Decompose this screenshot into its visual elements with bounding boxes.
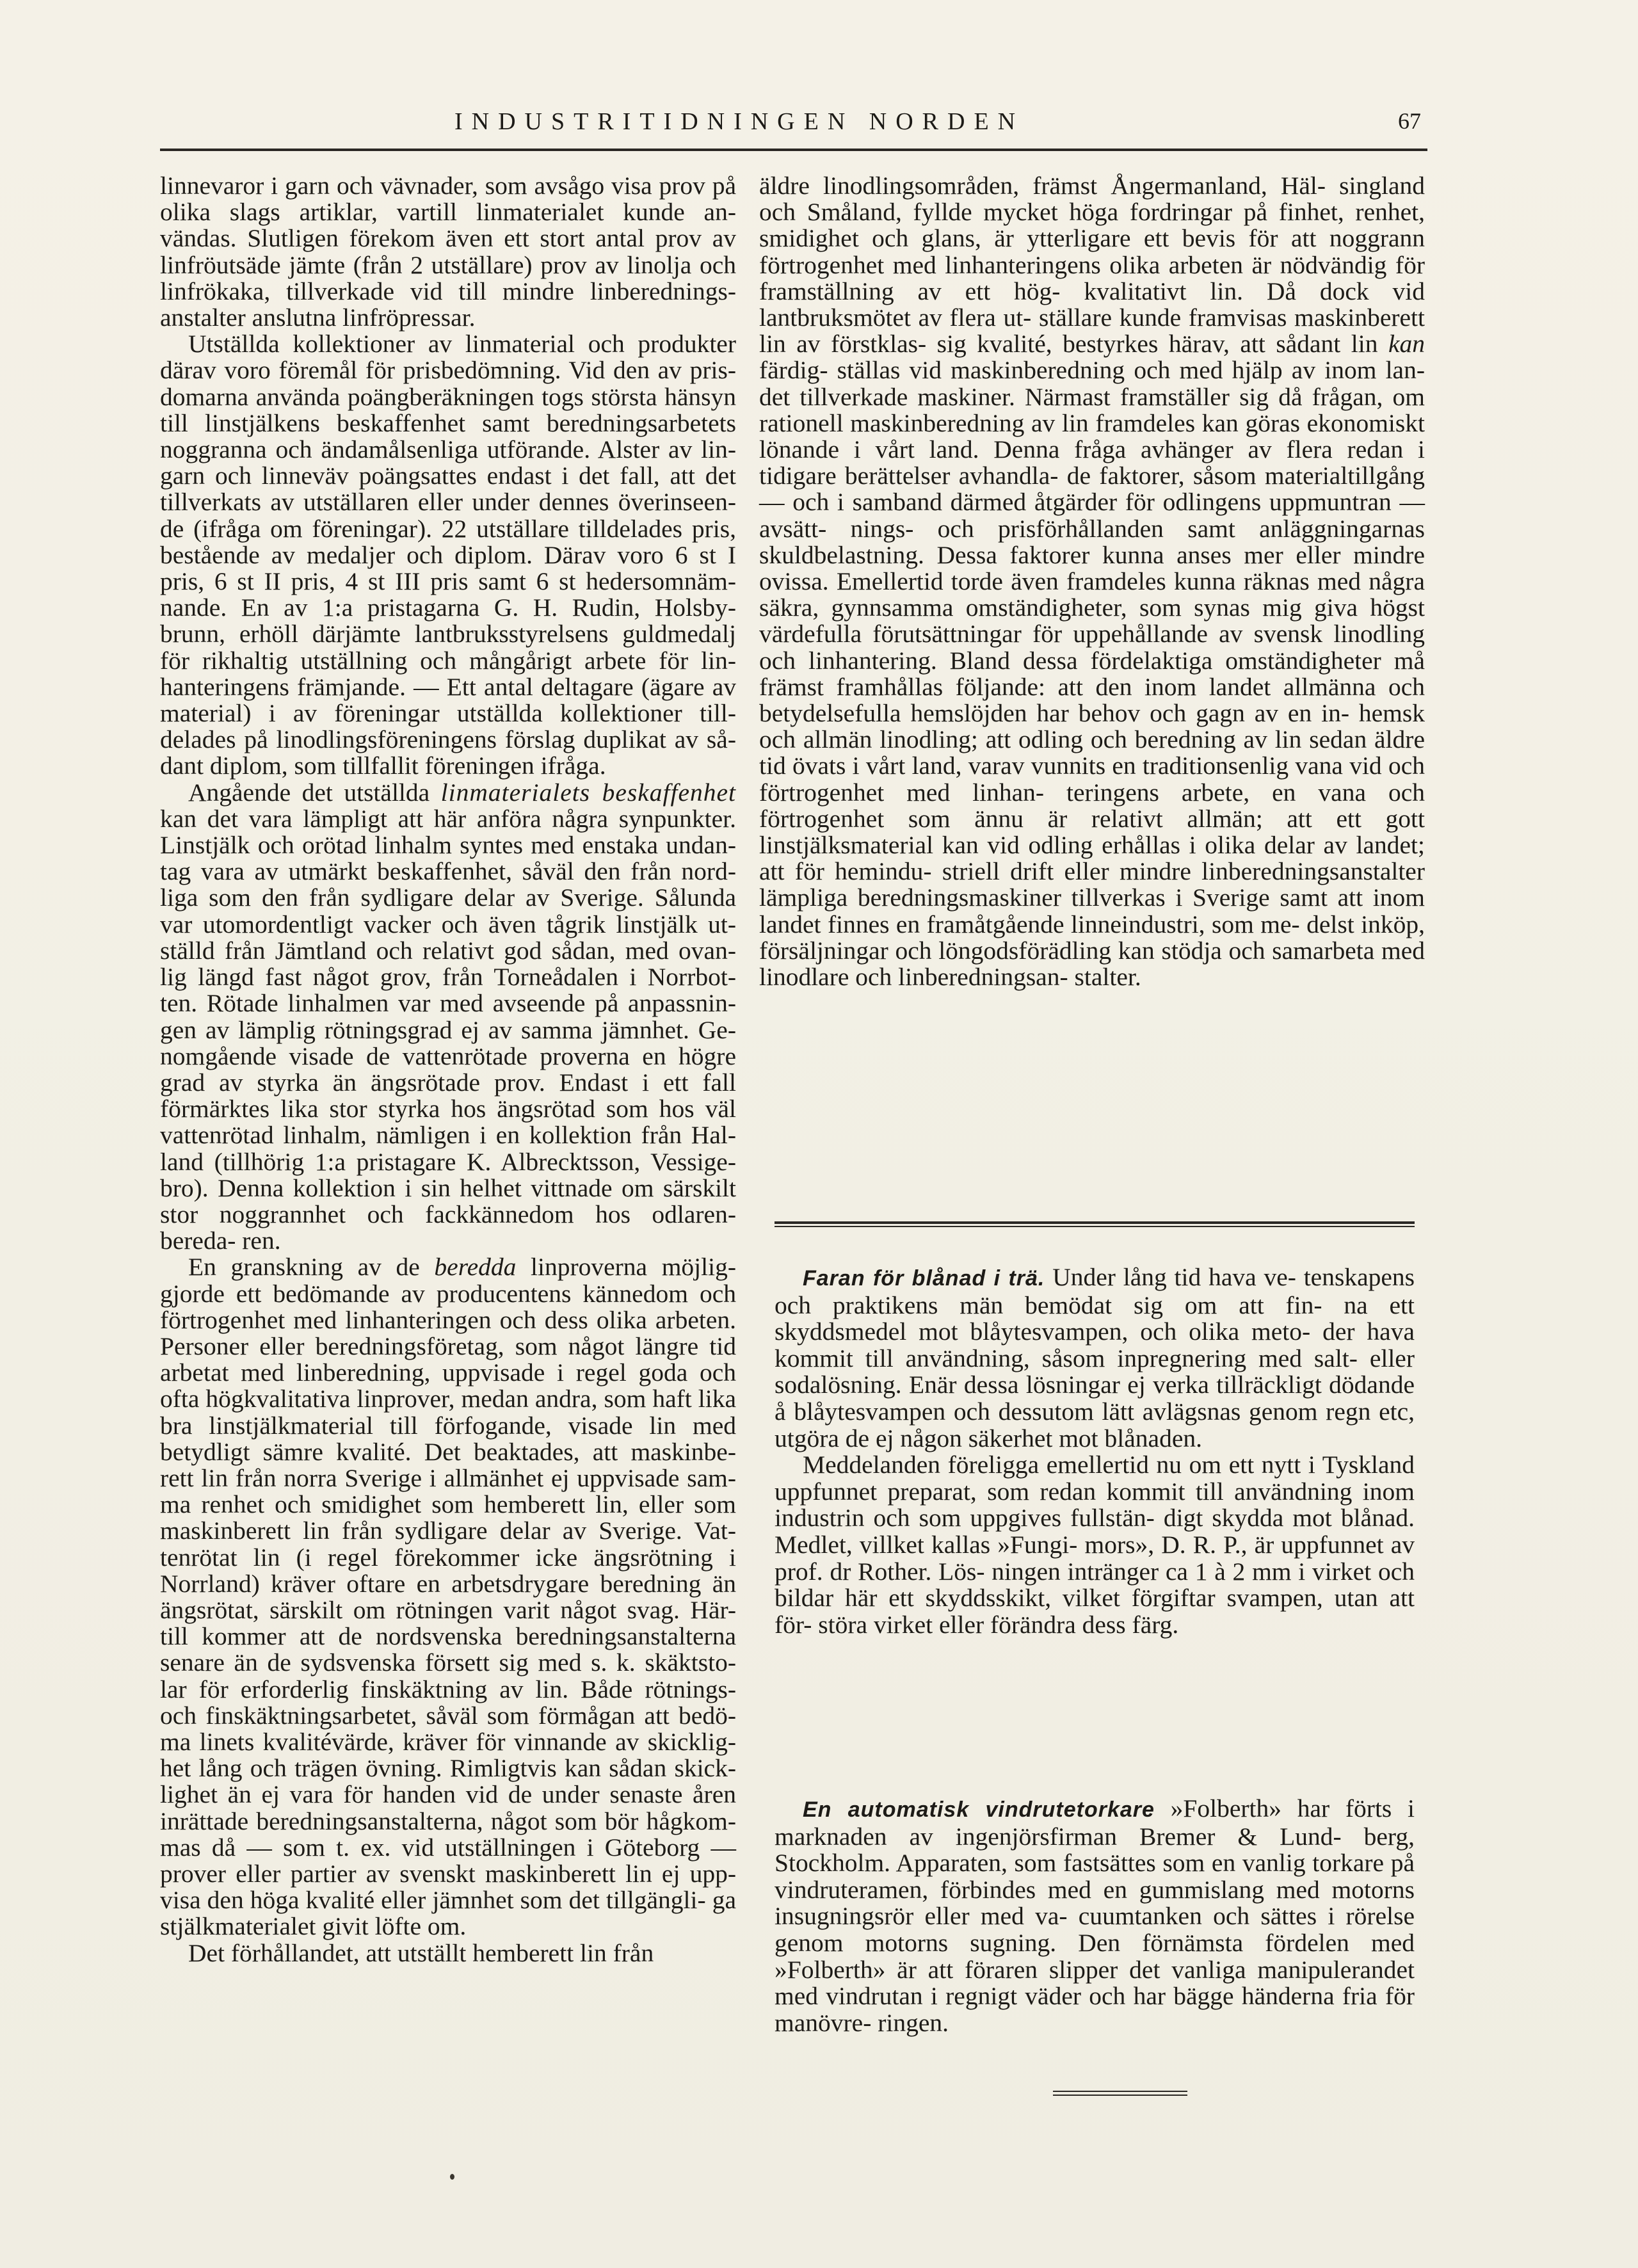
divider-thin-line <box>775 1226 1415 1227</box>
running-header <box>192 108 1421 146</box>
paragraph: Utställda kollektioner av linmaterial och produkter därav voro föremål för prisbedömning. Vid den av pris- domarna använda poängberäkningen togs största hänsyn till linstjälkens beskaffenhet samt beredningsarbetets noggranna och ändamålsenliga utförande. Alster av lin- garn och linneväv poängsattes endast i det fall, att det tillverkats av utställaren eller under dennes överinseen- de (ifråga om föreningar). 22 utställare tilldelades pris, bestående av medaljer och diplom. Därav voro 6 st I pris, 6 st II pris, 4 st III pris samt 6 st hedersomnäm- nande. En av 1:a pristagarna G. H. Rudin, Holsby- brunn, erhöll därjämte lantbruksstyrelsens guldmedalj för rikhaltig utställning och mångårigt arbete för lin- hanteringens främjande. — Ett antal deltagare (ägare av material) i av föreningar utställda kollektioner till- delades på linodlingsföreningens förslag duplikat av så- dant diplom, som tillfallit föreningen ifråga. <box>160 330 736 780</box>
text-run: kan det vara lämpligt att här anföra några synpunkter. Linstjälk och orötad linhalm syntes med enstaka undan- tag vara av utmärkt beskaffenhet, såväl den från nord- liga som den från sydligare delar av Sverige. Sålunda var utomordentligt vacker och även tågrik linstjälk ut- ställd från Jämtland och relativt god sådan, med ovan- lig längd fast något grov, från Torneådalen i Norrbot- ten. Rötade linhalmen var med avseende på anpassnin- gen av lämplig rötningsgrad ej av samma jämnhet. Ge- nomgående visade de vattenrötade proverna en högre grad av styrka än ängsrötade prov. Endast i ett fall förmärktes lika stor styrka hos ängsrötad som hos väl vattenrötad linhalm, nämligen i en kollektion från Hal- land (tillhörig 1:a pristagare K. Albrecktsson, Vessige- bro). Denna kollektion i sin helhet vittnade om särskilt stor noggrannhet och fackkännedom hos odlaren-bereda- ren. <box>160 804 736 1255</box>
end-divider-line <box>1053 2091 1187 2092</box>
end-divider <box>1053 2091 1187 2098</box>
text-run: färdig- ställas vid maskinberedning och med hjälp av inom lan- det tillverkade maskiner. Närmast framställer sig då frågan, om rationell maskinberedning av lin framdeles kan göras ekonomiskt lönande i vårt land. Denna fråga avhänger av flera redan i tidigare berättelser avhandla- de faktorer, såsom materialtillgång — och i samband därmed åtgärder för odlingens uppmuntran — avsätt- nings- och prisförhållanden samt anläggningarnas skuldbelastning. Dessa faktorer kunna anses mer eller mindre ovissa. Emellertid torde även framdeles kunna räknas med några säkra, gynnsamma omständigheter, som synas mig giva högst värdefulla förutsättningar för uppehållande av svensk linodling och linhantering. Bland dessa fördelaktiga omständigheter må främst framhållas följande: att den inom landet allmänna och betydelsefulla hemslöjden har behov och gagn av en in- hemsk och allmän linodling; att odling och beredning av lin sedan äldre tid övats i vårt land, varav vunnits en traditionsenlig vana vid och förtrogenhet med linhan- teringens arbete, en vana och förtrogenhet som ännu är relativt allmän; att ett gott linstjälksmaterial kan vid odling erhållas i olika delar av landet; att för hemindu- striell drift eller mindre linberedningsanstalter lämpliga beredningsmaskiner tillverkas i Sverige samt att inom landet finnes en framåtgående linneindustri, som me- delst inköp, försäljningar och löngodsförädling kan stödja och samarbeta med linodlare och linberedningsan- stalter. <box>759 356 1425 992</box>
text-run: Angående det utställda <box>188 778 441 807</box>
publication-title: INDUSTRITIDNINGEN NORDEN <box>454 108 1025 135</box>
paragraph <box>775 1264 1415 1452</box>
emphasized-phrase: linmaterialets beskaffenhet <box>440 778 736 807</box>
paragraph: Meddelanden föreligga emellertid nu om ett nytt i Tyskland uppfunnet preparat, som redan kommit till användning inom industrin och som uppgives fullstän- digt skydda mot blånad. Medlet, villket kallas »Fungi- mors», D. R. P., är uppfunnet av prof. dr Rother. Lös- ningen intränger ca 1 à 2 mm i virket och bildar här ett skyddsskikt, vilket förgiftar svampen, utan att för- störa virket eller förändra dess färg. <box>775 1451 1415 1639</box>
text-run: »Folberth» har förts i marknaden av ingenjörsfirman Bremer & Lund- berg, Stockholm. Apparaten, som fastsättes som en vanlig torkare på vindruteramen, förbindes med en gummislang med motorns insugningsrör eller med va- cuumtanken och sättes i rörelse genom motorns sugning. Den förnämsta fördelen med »Folberth» är att föraren slipper det vanliga manipulerandet med vindrutan i regnigt väder och har bägge händerna fria för manövre- ringen. <box>775 1794 1415 2037</box>
emphasized-phrase: beredda <box>434 1253 517 1282</box>
header-rule <box>160 149 1427 151</box>
end-divider-line <box>1053 2095 1187 2096</box>
right-column <box>759 173 1425 990</box>
paragraph <box>775 1796 1415 2036</box>
emphasized-word: kan <box>1388 330 1425 358</box>
paragraph <box>160 780 736 1255</box>
print-speck <box>450 2174 454 2180</box>
news-item-blanad <box>775 1264 1415 1638</box>
news-headline: Faran för blånad i trä. <box>803 1266 1045 1291</box>
divider-thick-line <box>775 1221 1415 1224</box>
section-divider <box>775 1221 1415 1227</box>
news-headline: En automatisk vindrutetorkare <box>803 1798 1155 1822</box>
page-number: 67 <box>1398 108 1421 134</box>
news-item-vindrutetorkare <box>775 1796 1415 2036</box>
text-run: linproverna möjlig- gjorde ett bedömande av producentens kännedom och förtrogenhet med linhanteringen och dess olika arbeten. Personer eller beredningsföretag, som något längre tid arbetat med linberedning, uppvisade i regel goda och ofta högkvalitativa linprover, medan andra, som haft lika bra linstjälkmaterial till förfogande, visade lin med betydligt sämre kvalité. Det beaktades, att maskinbe- rett lin från norra Sverige i allmänhet ej uppvisade sam- ma renhet och smidighet som hemberett lin, eller som maskinberett lin från sydligare delar av Sverige. Vat- tenrötat lin (i regel förekommer icke ängsrötning i Norrland) kräver oftare en arbetsdrygare beredning än ängsrötat, särskilt om rötningen varit något svag. Här- till kommer att de nordsvenska beredningsanstalterna senare än de sydsvenska försett sig med s. k. skäktsto- lar för erforderlig finskäktning av lin. Både rötnings- och finskäktningsarbetet, såväl som förmågan att bedö- ma linets kvalitévärde, kräver för vinnande av skicklig- het lång och trägen övning. Rimligtvis kan sådan skick- lighet än ej vara för handen vid de under senaste åren inrättade beredningsanstalterna, något som bör hågkom- mas då — som t. ex. vid utställningen i Göteborg — prover eller partier av svenskt maskinberett lin ej upp- visa den höga kvalité eller jämnhet som det tillgängli- ga stjälkmaterialet givit löfte om. <box>160 1253 736 1941</box>
paragraph: Det förhållandet, att utställt hemberett lin från <box>188 1938 654 1967</box>
paragraph <box>160 1254 736 1940</box>
paragraph <box>759 173 1425 990</box>
text-run: En granskning av de <box>188 1253 435 1282</box>
paragraph: linnevaror i garn och vävnader, som avsågo visa prov på olika slags artiklar, vartill linmaterialet kunde an- vändas. Slutligen förekom även ett stort antal prov av linfröutsäde jämte (från 2 utställare) prov av linolja och linfrökaka, tillverkade vid till mindre linberednings- anstalter anslutna linfröpressar. <box>160 172 736 332</box>
text-run: äldre linodlingsområden, främst Ångermanland, Häl- singland och Småland, fyllde mycket höga fordringar på finhet, renhet, smidighet och glans, är ytterligare ett bevis för att noggrann förtrogenhet med linhanteringens olika arbeten är nödvändig för framställning av ett hög- kvalitativt lin. Då dock vid lantbruksmötet av flera ut- ställare kunde framvisas maskinberett lin av förstklas- sig kvalité, bestyrkes härav, att sådant lin <box>759 172 1425 358</box>
text-run: Under lång tid hava ve- tenskapens och praktikens män bemödat sig om att fin- na ett skyddsmedel mot blåytesvampen, och olika meto- der hava kommit till användning, såsom inpregnering med salt- eller sodalösning. Enär dessa lösningar ej verka tillräckligt dödande å blåytesvampen och dessutom lätt avlägsnas genom regn etc, utgöra de ej någon säkerhet mot blånaden. <box>775 1263 1415 1452</box>
left-column <box>160 173 736 1966</box>
